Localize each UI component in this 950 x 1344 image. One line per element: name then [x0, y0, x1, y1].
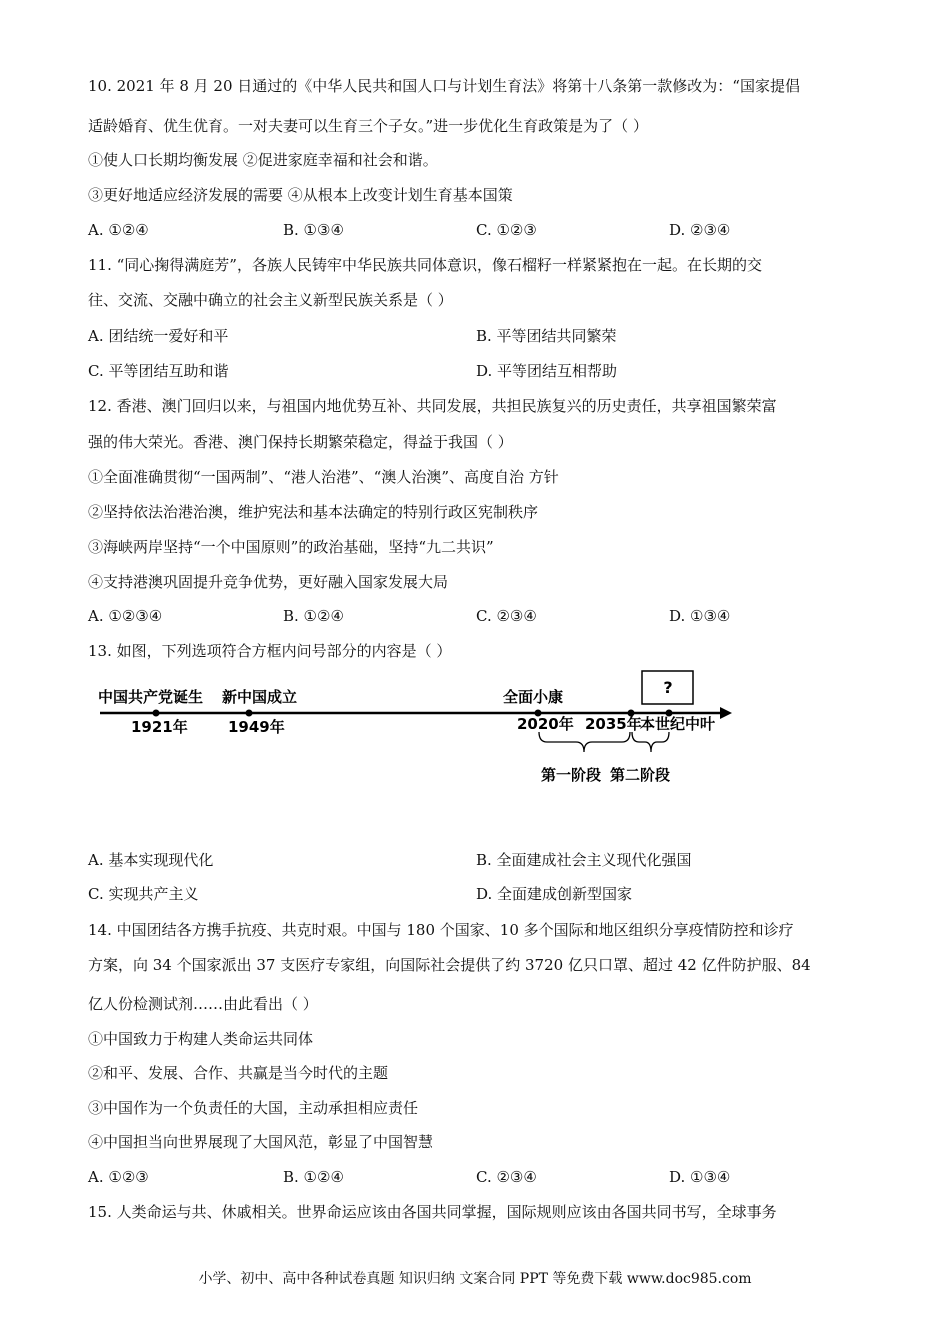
q12-statement-4: ④支持港澳巩固提升竞争优势，更好融入国家发展大局	[88, 573, 449, 591]
q11-option-d[interactable]: D. 平等团结互相帮助	[476, 362, 618, 380]
label-year-2020: 2020年	[517, 715, 574, 733]
label-stage-1: 第一阶段	[541, 766, 602, 784]
label-mid-century: 本世纪中叶	[640, 715, 716, 733]
q10-option-a[interactable]: A. ①②④	[88, 221, 149, 239]
q14-stem-line-3: 亿人份检测试剂……由此看出（ ）	[88, 995, 318, 1013]
q13-option-c[interactable]: C. 实现共产主义	[88, 885, 199, 903]
label-new-china: 新中国成立	[222, 688, 298, 706]
label-year-1921: 1921年	[131, 718, 188, 736]
q11-option-c[interactable]: C. 平等团结互助和谐	[88, 362, 229, 380]
timeline-dot-1949	[246, 710, 253, 717]
q10-option-d[interactable]: D. ②③④	[669, 221, 731, 239]
q14-option-a[interactable]: A. ①②③	[88, 1168, 149, 1186]
brace-stage-2	[632, 732, 669, 752]
q11-stem-line-2: 往、交流、交融中确立的社会主义新型民族关系是（ ）	[88, 291, 453, 309]
q14-statement-4: ④中国担当向世界展现了大国风范，彰显了中国智慧	[88, 1133, 434, 1151]
label-stage-2: 第二阶段	[610, 766, 671, 784]
label-year-2035: 2035年	[585, 715, 642, 733]
q12-statement-1: ①全面准确贯彻“一国两制”、“港人治港”、“澳人治澳”、高度自治 方针	[88, 468, 559, 486]
question-mark: ?	[663, 678, 673, 697]
timeline-diagram	[0, 660, 950, 800]
q13-option-a[interactable]: A. 基本实现现代化	[88, 851, 214, 869]
q10-option-c[interactable]: C. ①②③	[476, 221, 537, 239]
q12-option-c[interactable]: C. ②③④	[476, 607, 537, 625]
q14-option-d[interactable]: D. ①③④	[669, 1168, 731, 1186]
q14-statement-2: ②和平、发展、合作、共赢是当今时代的主题	[88, 1064, 389, 1082]
page-footer: 小学、初中、高中各种试卷真题 知识归纳 文案合同 PPT 等免费下载 www.doc985.com	[198, 1271, 752, 1287]
q13-stem-line-1: 13. 如图，下列选项符合方框内问号部分的内容是（ ）	[88, 642, 452, 660]
label-year-1949: 1949年	[228, 718, 285, 736]
q12-option-d[interactable]: D. ①③④	[669, 607, 731, 625]
q10-stem-line-1: 10. 2021 年 8 月 20 日通过的《中华人民共和国人口与计划生育法》将第十八条第一款修改为：“国家提倡	[88, 77, 800, 95]
q11-option-a[interactable]: A. 团结统一爱好和平	[88, 327, 229, 345]
label-xiaokang: 全面小康	[503, 688, 564, 706]
brace-stage-1	[539, 732, 630, 752]
q12-statement-2: ②坚持依法治港治澳，维护宪法和基本法确定的特别行政区宪制秩序	[88, 503, 539, 521]
q12-statement-3: ③海峡两岸坚持“一个中国原则”的政治基础，坚持“九二共识”	[88, 538, 494, 556]
q14-stem-line-2: 方案，向 34 个国家派出 37 支医疗专家组，向国际社会提供了约 3720 亿只口罩、超过 42 亿件防护服、84	[88, 956, 811, 974]
q14-option-b[interactable]: B. ①②④	[283, 1168, 344, 1186]
q15-stem-line-1: 15. 人类命运与共、休戚相关。世界命运应该由各国共同掌握，国际规则应该由各国共同书写，全球事务	[88, 1203, 777, 1221]
q14-statement-1: ①中国致力于构建人类命运共同体	[88, 1030, 314, 1048]
q12-option-a[interactable]: A. ①②③④	[88, 607, 163, 625]
q11-option-b[interactable]: B. 平等团结共同繁荣	[476, 327, 617, 345]
q10-statement-1: ①使人口长期均衡发展 ②促进家庭幸福和社会和谐。	[88, 151, 438, 169]
timeline-dot-1921	[153, 710, 160, 717]
q14-stem-line-1: 14. 中国团结各方携手抗疫、共克时艰。中国与 180 个国家、10 多个国际和地区组织分享疫情防控和诊疗	[88, 921, 794, 939]
q10-option-b[interactable]: B. ①③④	[283, 221, 344, 239]
q10-stem-line-2: 适龄婚育、优生优育。一对夫妻可以生育三个子女。”进一步优化生育政策是为了（ ）	[88, 117, 648, 135]
q14-statement-3: ③中国作为一个负责任的大国，主动承担相应责任	[88, 1099, 419, 1117]
q12-stem-line-2: 强的伟大荣光。香港、澳门保持长期繁荣稳定，得益于我国（ ）	[88, 433, 513, 451]
q13-option-b[interactable]: B. 全面建成社会主义现代化强国	[476, 851, 692, 869]
q13-option-d[interactable]: D. 全面建成创新型国家	[476, 885, 633, 903]
q10-statement-2: ③更好地适应经济发展的需要 ④从根本上改变计划生育基本国策	[88, 186, 513, 204]
q12-option-b[interactable]: B. ①②④	[283, 607, 344, 625]
q12-stem-line-1: 12. 香港、澳门回归以来，与祖国内地优势互补、共同发展，共担民族复兴的历史责任，共享祖国繁荣富	[88, 397, 777, 415]
label-party-founded: 中国共产党诞生	[98, 688, 204, 706]
timeline-arrow-icon	[720, 707, 732, 719]
q11-stem-line-1: 11. “同心掬得满庭芳”，各族人民铸牢中华民族共同体意识，像石榴籽一样紧紧抱在一起。在长期的交	[88, 256, 762, 274]
q14-option-c[interactable]: C. ②③④	[476, 1168, 537, 1186]
